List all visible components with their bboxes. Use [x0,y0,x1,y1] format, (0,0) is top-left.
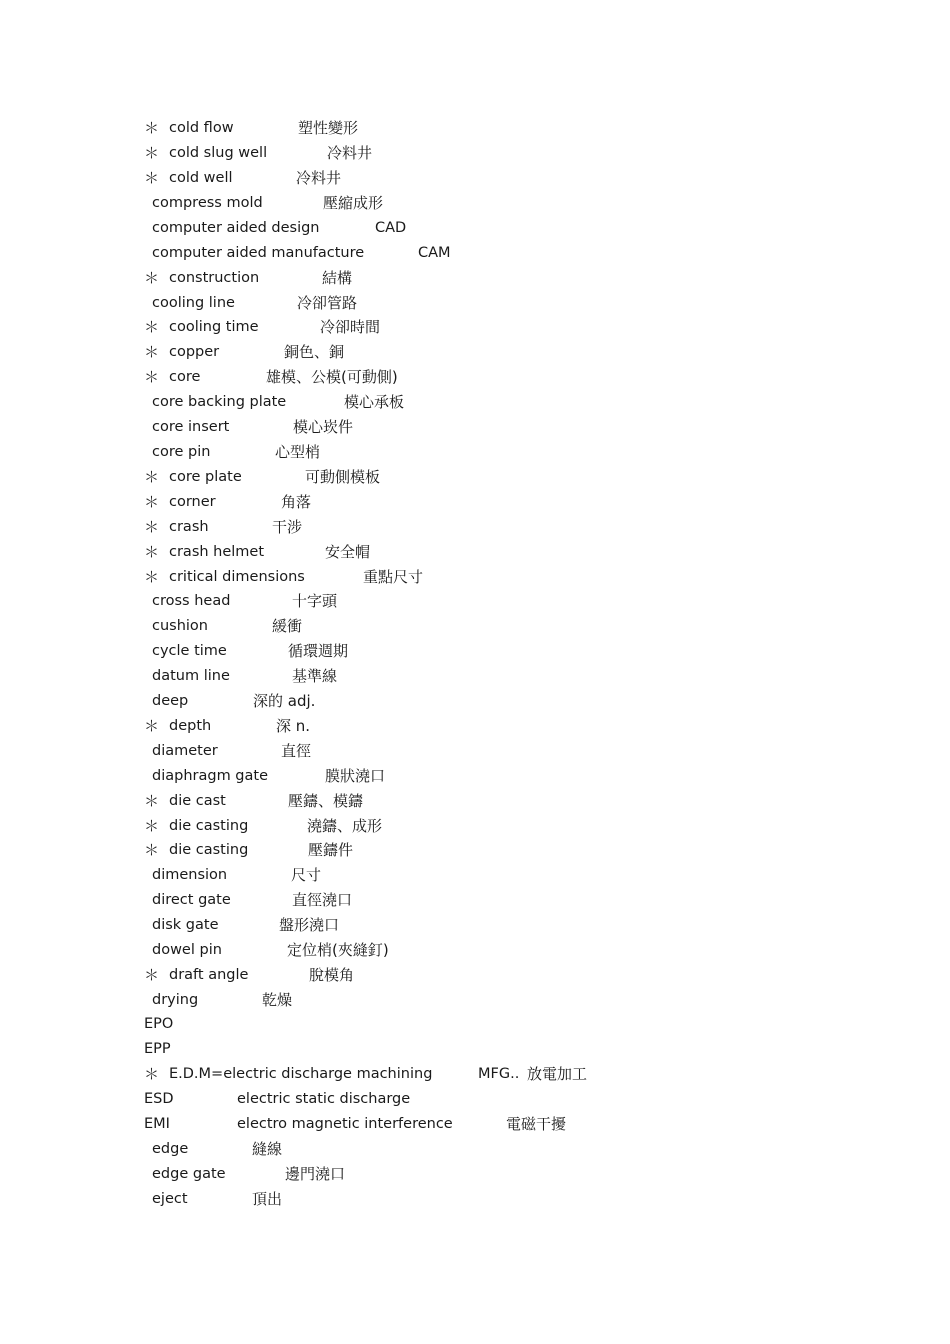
star-marker-icon: ＊ [144,518,160,536]
glossary-entry [144,714,884,738]
glossary-entry [144,1137,884,1161]
entry-term: cross head [152,593,231,609]
glossary-entry [144,1162,884,1186]
entry-term: deep [152,693,189,709]
star-marker-icon: ＊ [144,817,160,835]
glossary-entry [144,938,884,962]
entry-definition: electric static discharge [237,1091,411,1107]
entry-term: dowel pin [152,942,222,958]
glossary-entry [144,540,884,564]
entry-translation: 盤形澆口 [279,916,340,934]
entry-term: cycle time [152,643,227,659]
glossary-entry [144,963,884,987]
glossary-entry [144,614,884,638]
entry-term: computer aided design [152,220,320,236]
entry-term: cold slug well [169,145,268,161]
entry-translation: 重點尺寸 [363,568,424,586]
entry-translation: 電磁干擾 [506,1115,567,1133]
entry-translation: 干涉 [272,518,303,536]
star-marker-icon: ＊ [144,841,160,859]
glossary-entry [144,664,884,688]
entry-translation: 基準線 [292,667,338,685]
entry-term: copper [169,344,220,360]
entry-term: draft angle [169,967,249,983]
star-marker-icon: ＊ [144,119,160,137]
entry-translation: 壓鑄件 [308,841,354,859]
entry-term: crash helmet [169,544,265,560]
star-marker-icon: ＊ [144,1065,160,1083]
entry-translation: 心型梢 [275,443,321,461]
entry-translation: 十字頭 [292,592,338,610]
star-marker-icon: ＊ [144,169,160,187]
entry-term: core plate [169,469,242,485]
entry-translation: 冷卻管路 [297,294,358,312]
entry-translation: CAM [418,245,451,261]
glossary-entry [144,764,884,788]
entry-translation: 結構 [322,269,353,287]
entry-term: construction [169,270,260,286]
entry-translation: 放電加工 [527,1065,588,1083]
entry-translation: 角落 [281,493,312,511]
glossary-entry [144,988,884,1012]
glossary-entry [144,1187,884,1211]
glossary-entry [144,465,884,489]
glossary-entry [144,589,884,613]
entry-translation: 直徑澆口 [292,891,353,909]
glossary-entry [144,241,884,265]
entry-term: cushion [152,618,208,634]
entry-translation: 銅色、銅 [284,343,345,361]
entry-term: edge [152,1141,189,1157]
entry-translation: 深的 adj. [253,692,316,710]
star-marker-icon: ＊ [144,269,160,287]
glossary-entry [144,216,884,240]
entry-term: critical dimensions [169,569,305,585]
glossary-entry [144,1037,884,1061]
entry-translation: 澆鑄、成形 [307,817,383,835]
star-marker-icon: ＊ [144,144,160,162]
entry-term: EMI [144,1116,170,1132]
entry-translation: 壓鑄、模鑄 [288,792,364,810]
entry-translation: 冷料井 [327,144,373,162]
entry-term: cooling time [169,319,259,335]
entry-term: direct gate [152,892,231,908]
star-marker-icon: ＊ [144,343,160,361]
entry-translation: 模心承板 [344,393,405,411]
entry-term: compress mold [152,195,263,211]
glossary-entry [144,390,884,414]
entry-term: drying [152,992,199,1008]
star-marker-icon: ＊ [144,966,160,984]
entry-term: E.D.M=electric discharge machining [169,1066,433,1082]
entry-translation: 循環週期 [288,642,349,660]
star-marker-icon: ＊ [144,318,160,336]
entry-translation: 膜狀澆口 [325,767,386,785]
star-marker-icon: ＊ [144,568,160,586]
star-marker-icon: ＊ [144,543,160,561]
glossary-entry [144,266,884,290]
entry-term: core insert [152,419,230,435]
glossary-entry [144,440,884,464]
glossary-entry [144,415,884,439]
entry-translation: 頂出 [252,1190,283,1208]
entry-translation: 直徑 [281,742,312,760]
entry-translation: 縫線 [252,1140,283,1158]
entry-translation: 尺寸 [291,866,322,884]
entry-term: depth [169,718,212,734]
glossary-entry [144,1062,884,1086]
entry-translation: 雄模、公模(可動側) [266,368,398,386]
entry-translation: CAD [375,220,407,236]
glossary-entry [144,739,884,763]
entry-translation: 模心崁件 [293,418,354,436]
glossary-entry [144,515,884,539]
star-marker-icon: ＊ [144,792,160,810]
entry-term: core [169,369,201,385]
entry-translation: 冷料井 [296,169,342,187]
entry-term: cooling line [152,295,235,311]
entry-term: diameter [152,743,218,759]
glossary-entry [144,141,884,165]
entry-translation: 塑性變形 [298,119,359,137]
entry-term: dimension [152,867,228,883]
entry-term: datum line [152,668,230,684]
entry-abbreviation: MFG.. [478,1066,520,1082]
glossary-entry [144,166,884,190]
entry-translation: 邊門澆口 [285,1165,346,1183]
glossary-entry [144,340,884,364]
glossary-entry [144,315,884,339]
star-marker-icon: ＊ [144,368,160,386]
entry-term: EPP [144,1041,171,1057]
glossary-entry [144,689,884,713]
glossary-entry [144,191,884,215]
entry-term: corner [169,494,216,510]
entry-definition: electro magnetic interference [237,1116,453,1132]
entry-term: ESD [144,1091,174,1107]
glossary-entry [144,789,884,813]
glossary-entry [144,1087,884,1111]
entry-term: eject [152,1191,188,1207]
glossary-entry [144,291,884,315]
glossary-entry [144,888,884,912]
entry-translation: 定位梢(夾縫釘) [287,941,389,959]
glossary-entry [144,565,884,589]
entry-term: diaphragm gate [152,768,268,784]
entry-translation: 脫模角 [309,966,355,984]
entry-term: core backing plate [152,394,287,410]
entry-translation: 緩衝 [272,617,303,635]
star-marker-icon: ＊ [144,493,160,511]
entry-term: disk gate [152,917,219,933]
entry-term: die casting [169,842,249,858]
entry-term: cold well [169,170,233,186]
entry-translation: 可動側模板 [305,468,381,486]
star-marker-icon: ＊ [144,717,160,735]
entry-translation: 壓縮成形 [323,194,384,212]
glossary-entry [144,814,884,838]
glossary-entry [144,1012,884,1036]
entry-term: cold flow [169,120,234,136]
entry-term: crash [169,519,209,535]
glossary-entry [144,639,884,663]
glossary-entry [144,863,884,887]
entry-term: computer aided manufacture [152,245,365,261]
entry-term: edge gate [152,1166,226,1182]
entry-translation: 冷卻時間 [320,318,381,336]
entry-translation: 深 n. [276,717,311,735]
entry-translation: 安全帽 [325,543,371,561]
entry-term: EPO [144,1016,174,1032]
entry-translation: 乾燥 [262,991,293,1009]
glossary-entry [144,913,884,937]
glossary-entry [144,838,884,862]
glossary-entry [144,490,884,514]
entry-term: die casting [169,818,249,834]
star-marker-icon: ＊ [144,468,160,486]
glossary-entry [144,116,884,140]
glossary-entry [144,365,884,389]
entry-term: die cast [169,793,226,809]
glossary-entry [144,1112,884,1136]
entry-term: core pin [152,444,211,460]
